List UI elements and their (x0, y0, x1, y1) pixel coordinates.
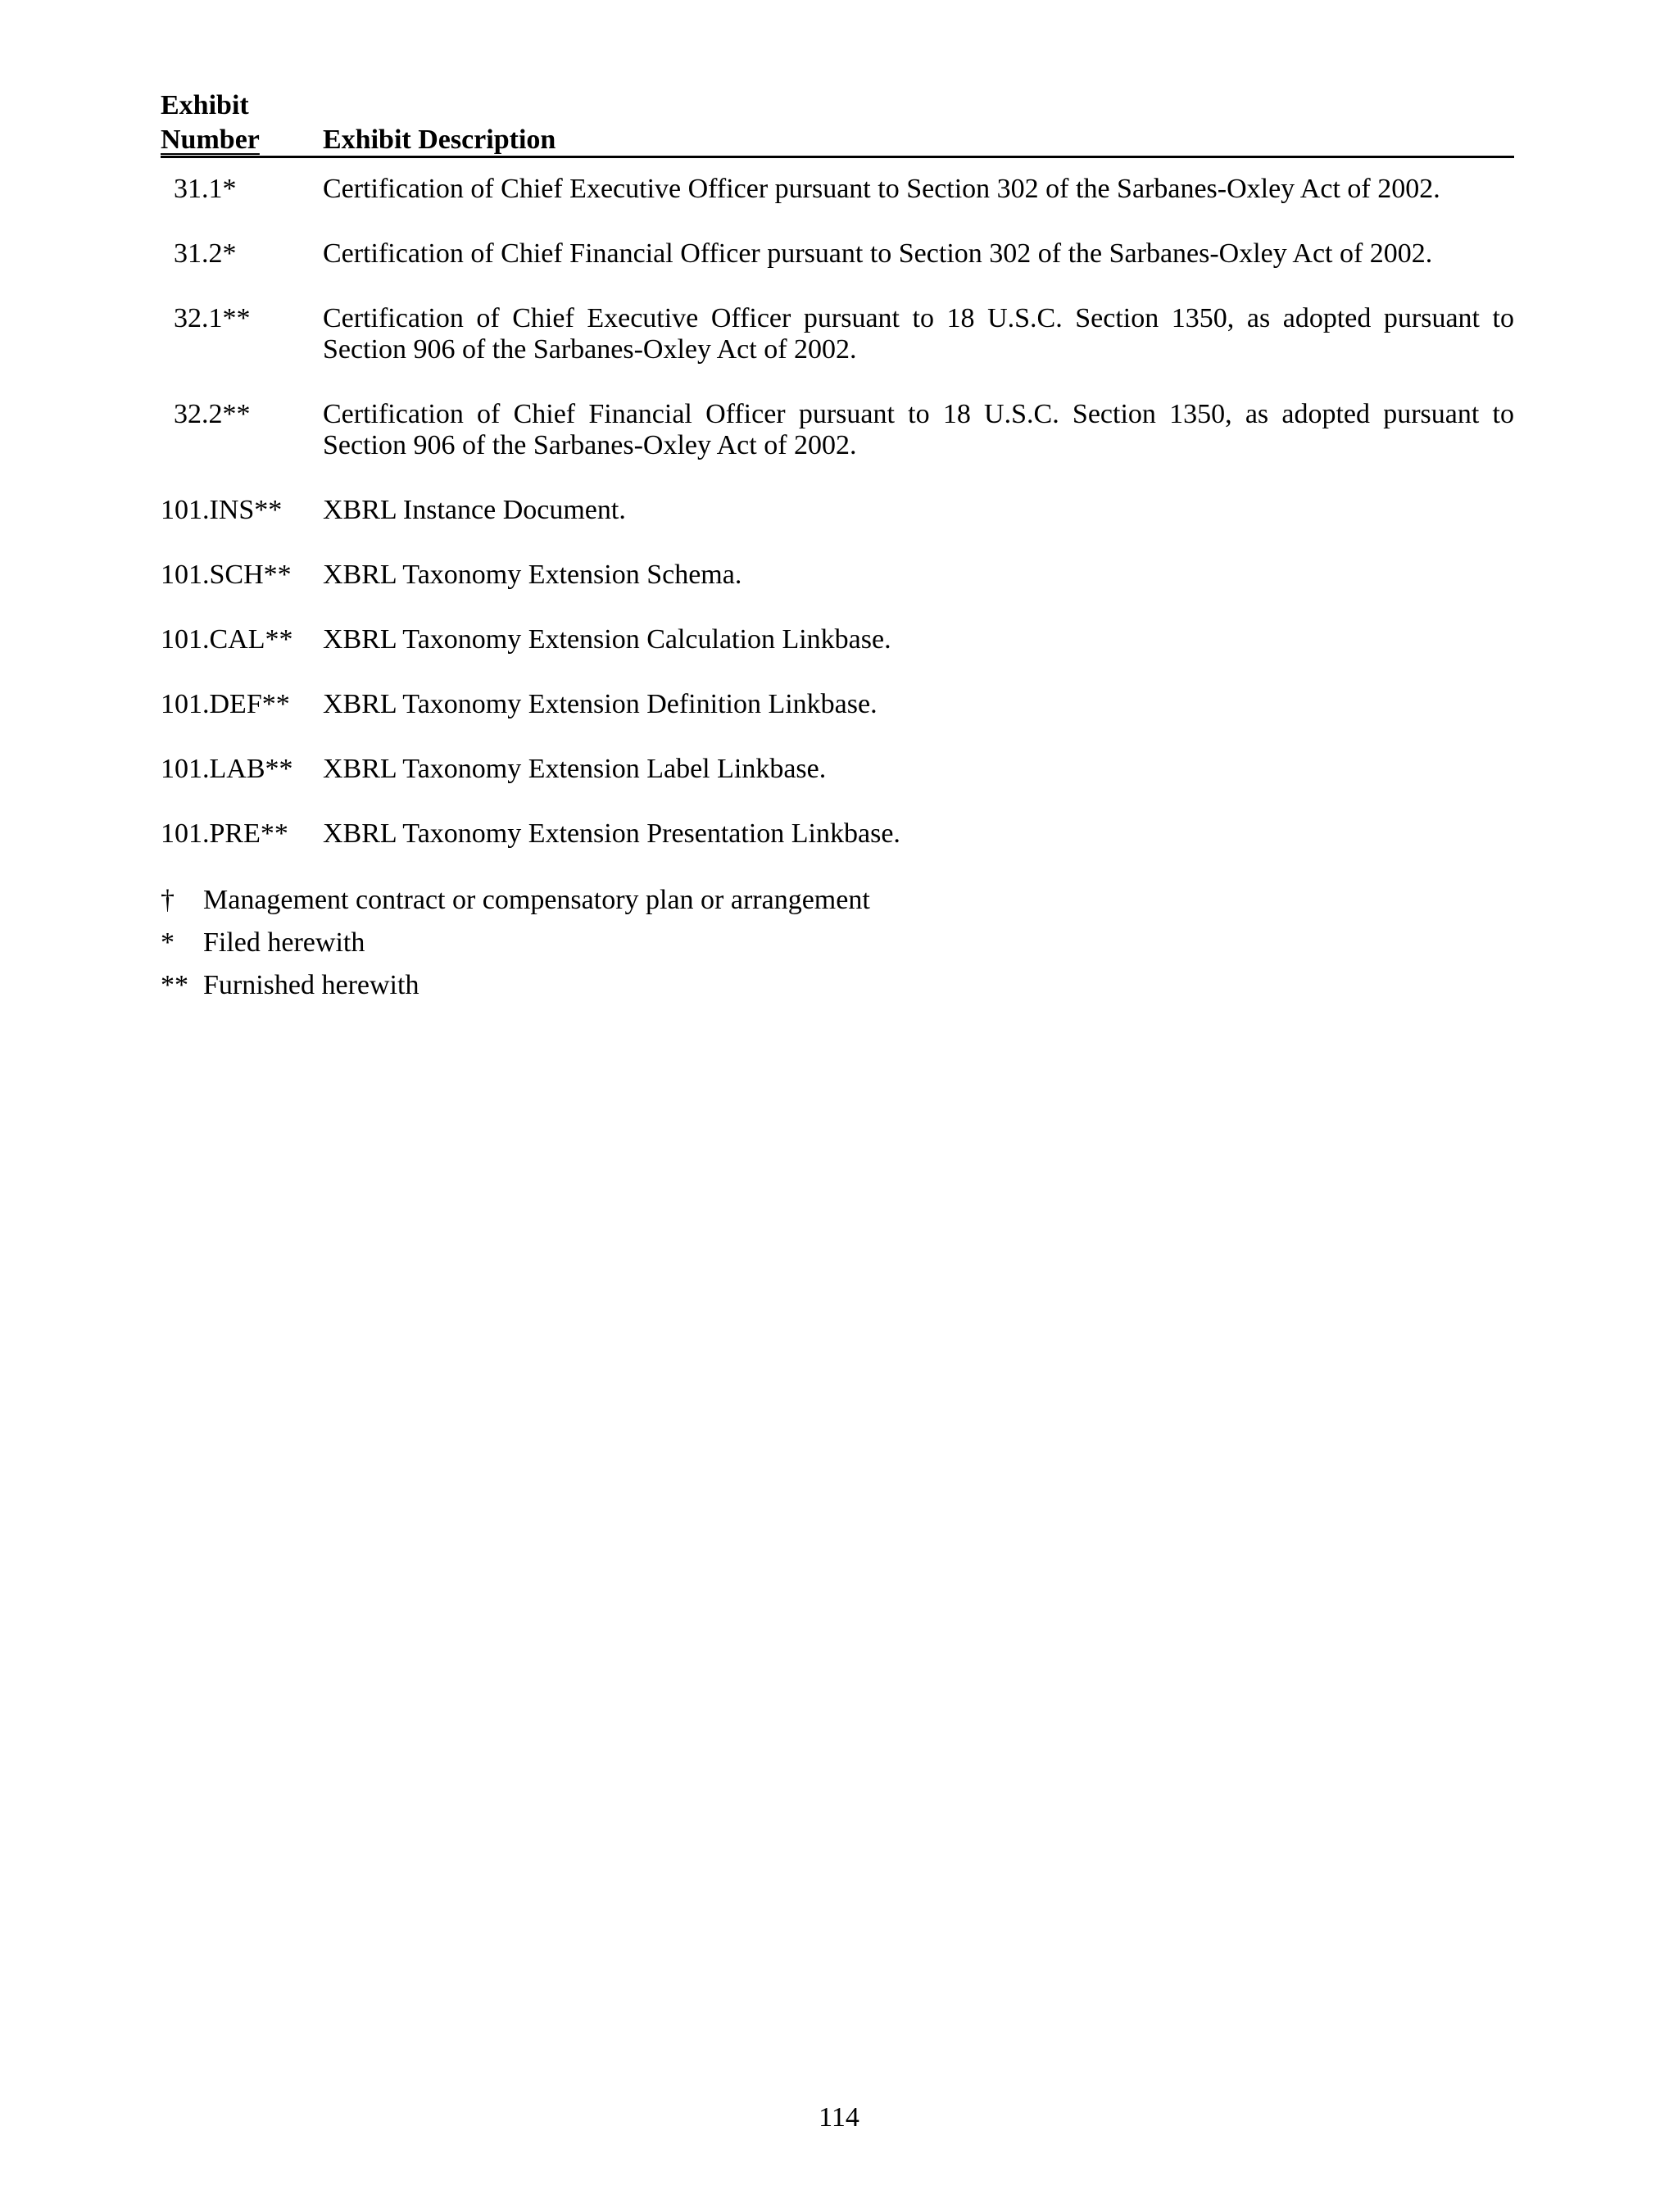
exhibit-number-header (161, 88, 260, 157)
exhibit-number-header-line2: Number (161, 125, 260, 155)
exhibit-description: XBRL Taxonomy Extension Label Linkbase. (323, 754, 827, 784)
exhibit-number: 31.2* (174, 238, 237, 269)
exhibit-number: 32.1** (174, 303, 251, 333)
footnote-symbol: * (161, 927, 175, 958)
footnote-symbol: ** (161, 970, 188, 1000)
footnote-text: Management contract or compensatory plan or arrangement (203, 885, 870, 915)
footnote-text: Filed herewith (203, 927, 365, 958)
exhibit-description: XBRL Taxonomy Extension Presentation Linkbase. (323, 818, 900, 849)
exhibit-number: 101.LAB** (161, 754, 293, 784)
exhibit-description: XBRL Taxonomy Extension Calculation Linkbase. (323, 624, 891, 655)
footnote-symbol: † (161, 885, 175, 915)
exhibit-description: XBRL Taxonomy Extension Schema. (323, 560, 742, 590)
page-number: 114 (819, 2102, 859, 2133)
exhibit-number: 32.2** (174, 399, 251, 429)
exhibit-description: Certification of Chief Executive Officer pursuant to 18 U.S.C. Section 1350, as adopted pursuant to Section 906 of the Sarbanes-Oxley Act of 2002. (323, 303, 1514, 365)
exhibit-description: Certification of Chief Financial Officer pursuant to 18 U.S.C. Section 1350, as adopted pursuant to Section 906 of the Sarbanes-Oxley Act of 2002. (323, 399, 1514, 460)
exhibit-number: 101.INS** (161, 495, 283, 525)
exhibit-description: Certification of Chief Financial Officer pursuant to Section 302 of the Sarbanes-Oxley Act of 2002. (323, 238, 1433, 269)
exhibit-number: 101.SCH** (161, 560, 292, 590)
exhibit-description: XBRL Instance Document. (323, 495, 626, 525)
exhibit-table-header (161, 88, 1514, 158)
exhibit-number-header-line1: Exhibit (161, 90, 249, 120)
exhibit-description: XBRL Taxonomy Extension Definition Linkbase. (323, 689, 878, 719)
exhibit-description: Certification of Chief Executive Officer pursuant to Section 302 of the Sarbanes-Oxley Act of 2002. (323, 174, 1440, 204)
exhibit-description-header: Exhibit Description (323, 125, 556, 155)
exhibit-number: 101.DEF** (161, 689, 290, 719)
exhibit-number: 101.PRE** (161, 818, 288, 849)
exhibit-number: 31.1* (174, 174, 237, 204)
footnote-text: Furnished herewith (203, 970, 420, 1000)
exhibit-number: 101.CAL** (161, 624, 293, 655)
